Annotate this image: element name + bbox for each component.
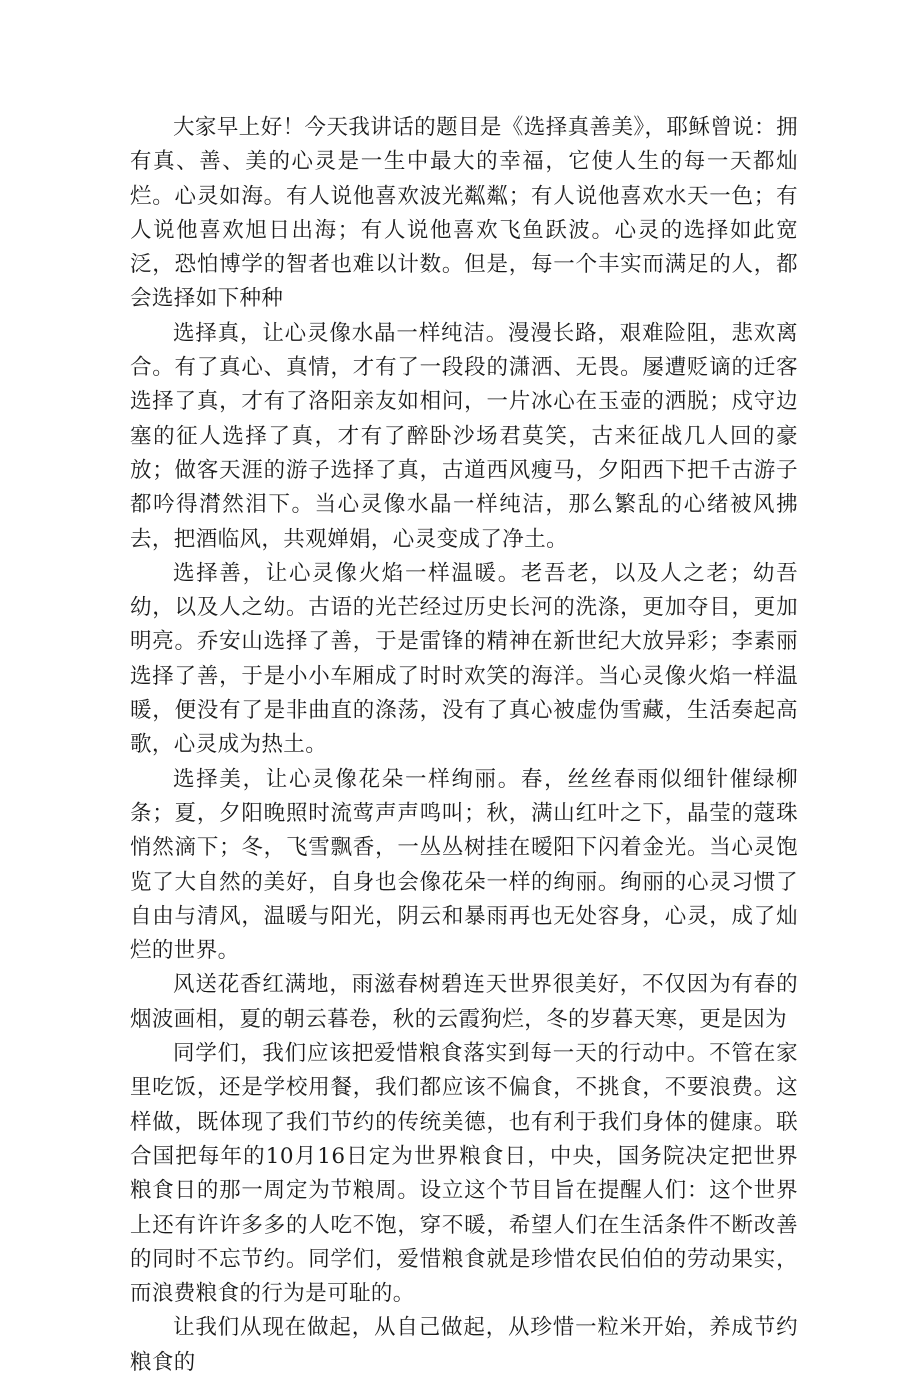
paragraph-closing: 让我们从现在做起，从自己做起，从珍惜一粒米开始，养成节约粮食的 xyxy=(130,1315,798,1375)
paragraph-truth: 选择真，让心灵像水晶一样纯洁。漫漫长路，艰难险阻，悲欢离合。有了真心、真情，才有了一段段的潇洒、无畏。屡遭贬谪的迁客选择了真，才有了洛阳亲友如相问，一片冰心在玉壶的洒脱；戍守边塞的征人选择了真，才有了醉卧沙场君莫笑，古来征战几人回的豪放；做客天涯的游子选择了真，古道西风瘦马，夕阳西下把千古游子都吟得潸然泪下。当心灵像水晶一样纯洁，那么繁乱的心绪被风拂去，把酒临风，共观婵娟，心灵变成了净土。 xyxy=(130,320,798,552)
paragraph-beauty: 选择美，让心灵像花朵一样绚丽。春，丝丝春雨似细针催绿柳条；夏，夕阳晚照时流莺声声鸣叫；秋，满山红叶之下，晶莹的蔻珠悄然滴下；冬，飞雪飘香，一丛丛树挂在暧阳下闪着金光。当心灵饱览了大自然的美好，自身也会像花朵一样的绚丽。绚丽的心灵习惯了自由与清风，温暖与阳光，阴云和暴雨再也无处容身，心灵，成了灿烂的世界。 xyxy=(130,766,798,964)
paragraph-food: 同学们，我们应该把爱惜粮食落实到每一天的行动中。不管在家里吃饭，还是学校用餐，我们都应该不偏食，不挑食，不要浪费。这样做，既体现了我们节约的传统美德，也有利于我们身体的健康。联合国把每年的10月16日定为世界粮食日，中央，国务院决定把世界粮食日的那一周定为节粮周。设立这个节目旨在提醒人们：这个世界上还有许许多多的人吃不饱，穿不暖，希望人们在生活条件不断改善的同时不忘节约。同学们，爱惜粮食就是珍惜农民伯伯的劳动果实，而浪费粮食的行为是可耻的。 xyxy=(130,1041,798,1307)
speech-body xyxy=(130,111,798,1380)
paragraph-world: 风送花香红满地，雨滋春树碧连天世界很美好，不仅因为有春的烟波画相，夏的朝云暮卷，秋的云霞狗烂，冬的岁暮天寒，更是因为 xyxy=(130,972,798,1032)
paragraph-intro: 大家早上好！今天我讲话的题目是《选择真善美》，耶稣曾说：拥有真、善、美的心灵是一生中最大的幸福，它使人生的每一天都灿烂。心灵如海。有人说他喜欢波光粼粼；有人说他喜欢水天一色；有人说他喜欢旭日出海；有人说他喜欢飞鱼跃波。心灵的选择如此宽泛，恐怕博学的智者也难以计数。但是，每一个丰实而满足的人，都会选择如下种种 xyxy=(130,115,798,312)
paragraph-goodness: 选择善，让心灵像火焰一样温暖。老吾老，以及人之老；幼吾幼，以及人之幼。古语的光芒经过历史长河的洗涤，更加夺目，更加明亮。乔安山选择了善，于是雷锋的精神在新世纪大放异彩；李素丽选择了善，于是小小车厢成了时时欢笑的海洋。当心灵像火焰一样温暖，便没有了是非曲直的涤荡，没有了真心被虚伪雪藏，生活奏起高歌，心灵成为热土。 xyxy=(130,560,798,758)
